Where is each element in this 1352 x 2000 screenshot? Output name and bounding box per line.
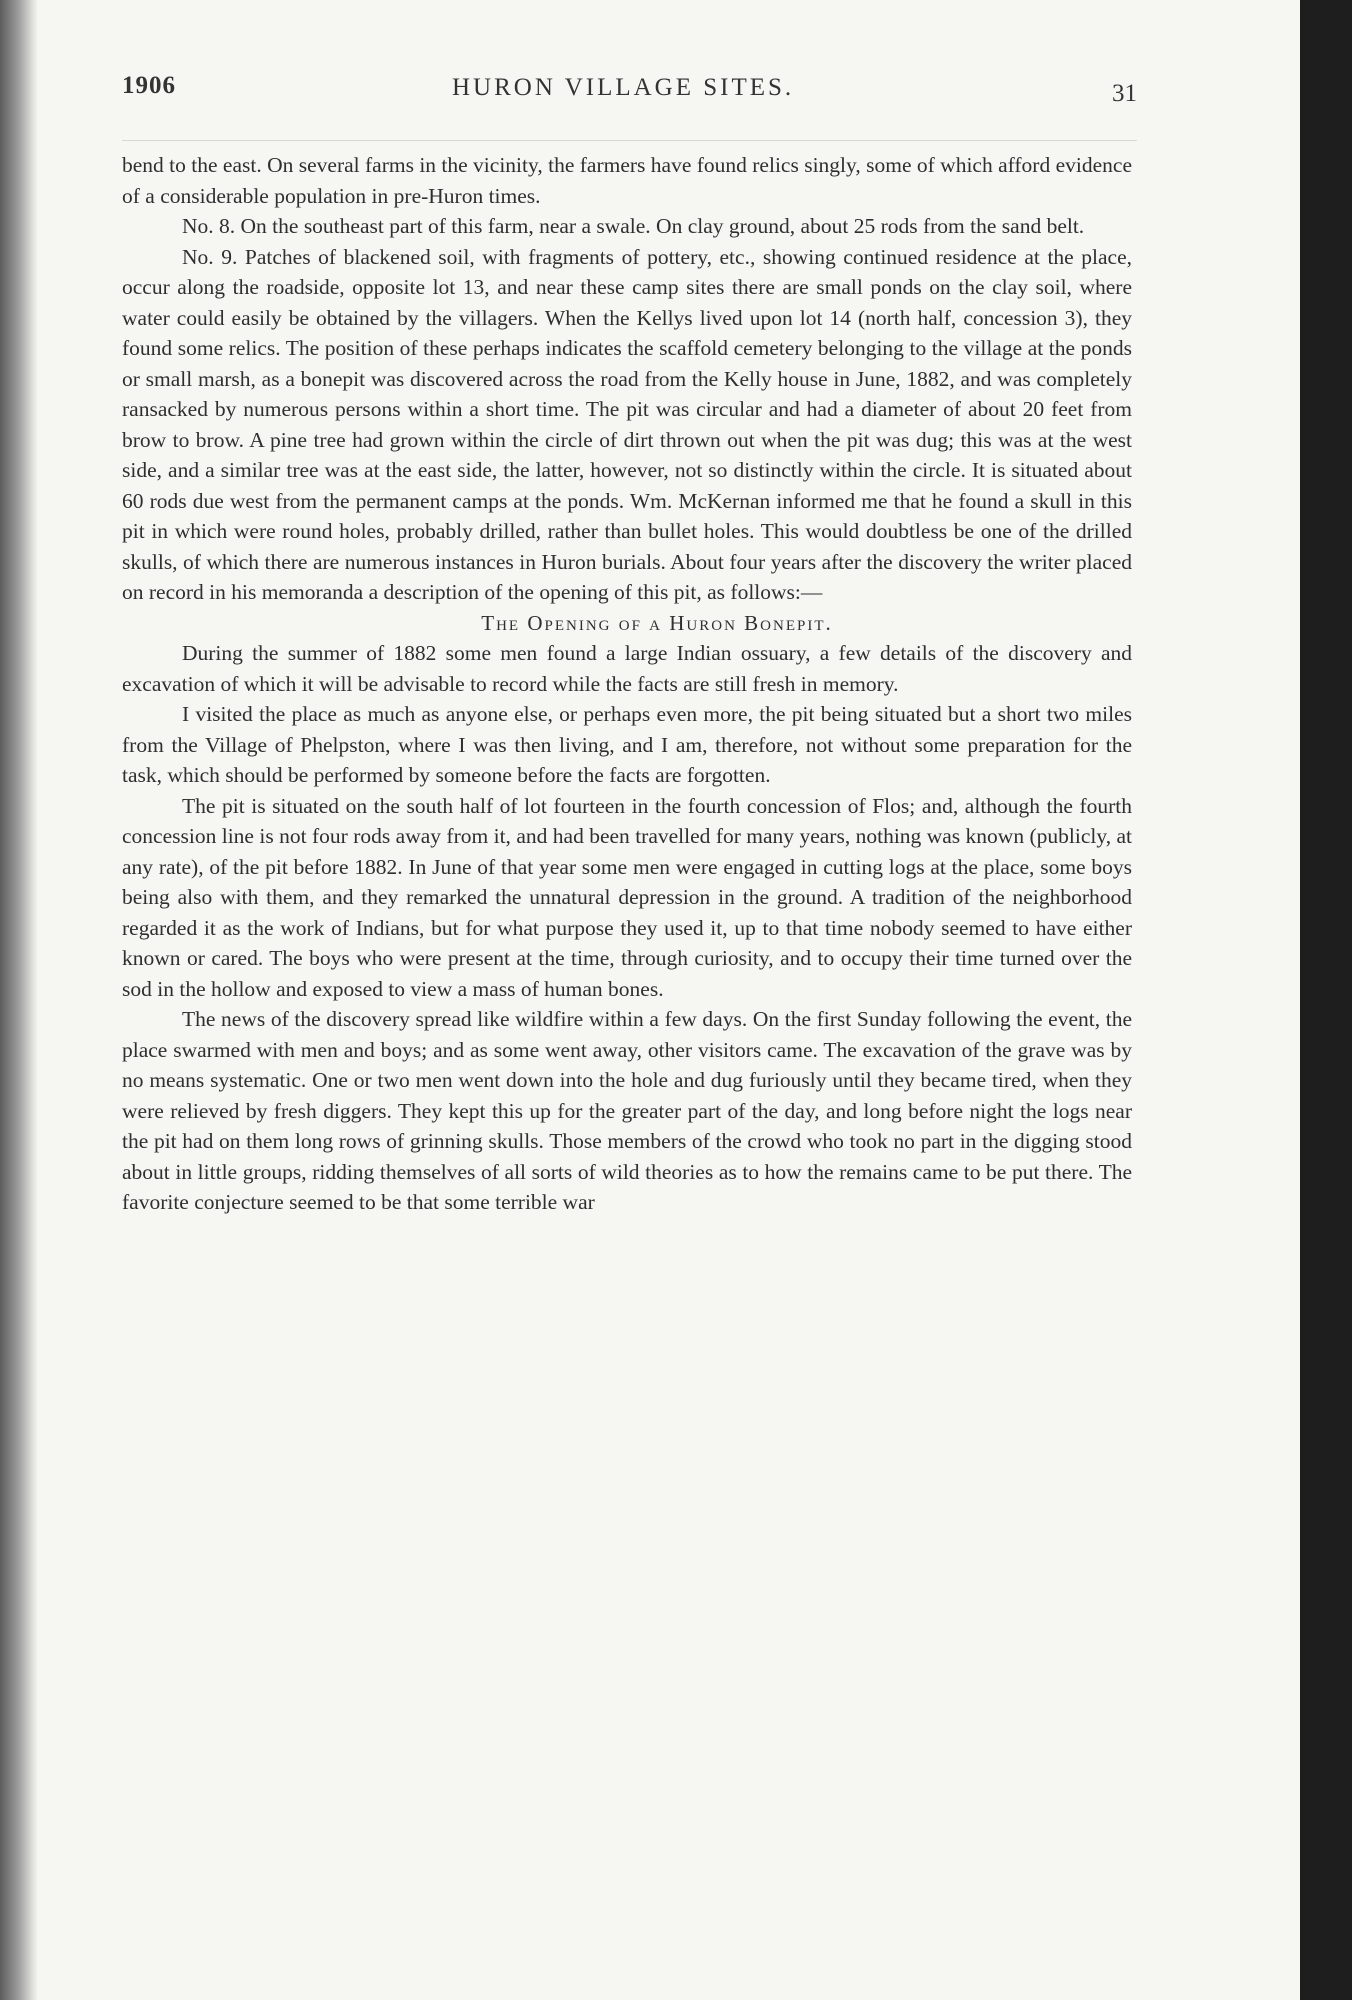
page-header: [122, 72, 1137, 112]
paragraph: No. 9. Patches of blackened soil, with fragments of pottery, etc., showing continued residence at the place, occur along the roadside, opposite lot 13, and near these camp sites there are small ponds on the clay soil, where water could easily be obtained by the villagers. When the Kellys lived upon lot 14 (north half, concession 3), they found some relics. The position of these perhaps indicates the scaffold cemetery belonging to the village at the ponds or small marsh, as a bonepit was discovered across the road from the Kelly house in June, 1882, and was completely ransacked by numerous persons within a short time. The pit was circular and had a diameter of about 20 feet from brow to brow. A pine tree had grown within the circle of dirt thrown out when the pit was dug; this was at the west side, and a similar tree was at the east side, the latter, however, not so distinctly within the circle. It is situated about 60 rods due west from the permanent camps at the ponds. Wm. McKernan informed me that he found a skull in this pit in which were round holes, probably drilled, rather than bullet holes. This would doubtless be one of the drilled skulls, of which there are numerous instances in Huron burials. About four years after the discovery the writer placed on record in his memoranda a description of the opening of this pit, as follows:—: [122, 244, 1132, 604]
running-title: HURON VILLAGE SITES.: [452, 74, 795, 101]
body-text: [122, 150, 1132, 1218]
paragraph: I visited the place as much as anyone else, or perhaps even more, the pit being situated but a short two miles from the Village of Phelpston, where I was then living, and I am, therefore, not without some preparation for the task, which should be performed by someone before the facts are forgotten.: [122, 702, 1132, 787]
page-number: 31: [1112, 80, 1137, 107]
page-binding-edge: [0, 0, 38, 2000]
scan-background: [1300, 0, 1352, 2000]
paragraph: No. 8. On the southeast part of this farm, near a swale. On clay ground, about 25 rods from the sand belt.: [182, 214, 1085, 238]
header-rule: [122, 140, 1137, 141]
paragraph: The pit is situated on the south half of lot fourteen in the fourth concession of Flos; and, although the fourth concession line is not four rods away from it, and had been travelled for many years, nothing was known (publicly, at any rate), of the pit before 1882. In June of that year some men were engaged in cutting logs at the place, some boys being also with them, and they remarked the unnatural depression in the ground. A tradition of the neighborhood regarded it as the work of Indians, but for what purpose they used it, up to that time nobody seemed to have either known or cared. The boys who were present at the time, through curiosity, and to occupy their time turned over the sod in the hollow and exposed to view a mass of human bones.: [122, 793, 1132, 1001]
paragraph: bend to the east. On several farms in the vicinity, the farmers have found relics singly, some of which afford evidence of a considerable population in pre-Huron times.: [122, 153, 1132, 208]
paragraph: The news of the discovery spread like wildfire within a few days. On the first Sunday following the event, the place swarmed with men and boys; and as some went away, other visitors came. The excavation of the grave was by no means systematic. One or two men went down into the hole and dug furiously until they became tired, when they were relieved by fresh diggers. They kept this up for the greater part of the day, and long before night the logs near the pit had on them long rows of grinning skulls. Those members of the crowd who took no part in the digging stood about in little groups, ridding themselves of all sorts of wild theories as to how the remains came to be put there. The favorite conjecture seemed to be that some terrible war: [122, 1007, 1132, 1214]
paragraph: During the summer of 1882 some men found a large Indian ossuary, a few details of the discovery and excavation of which it will be advisable to record while the facts are still fresh in memory.: [122, 641, 1132, 696]
header-year: 1906: [122, 72, 176, 99]
section-title: The Opening of a Huron Bonepit.: [481, 610, 833, 635]
